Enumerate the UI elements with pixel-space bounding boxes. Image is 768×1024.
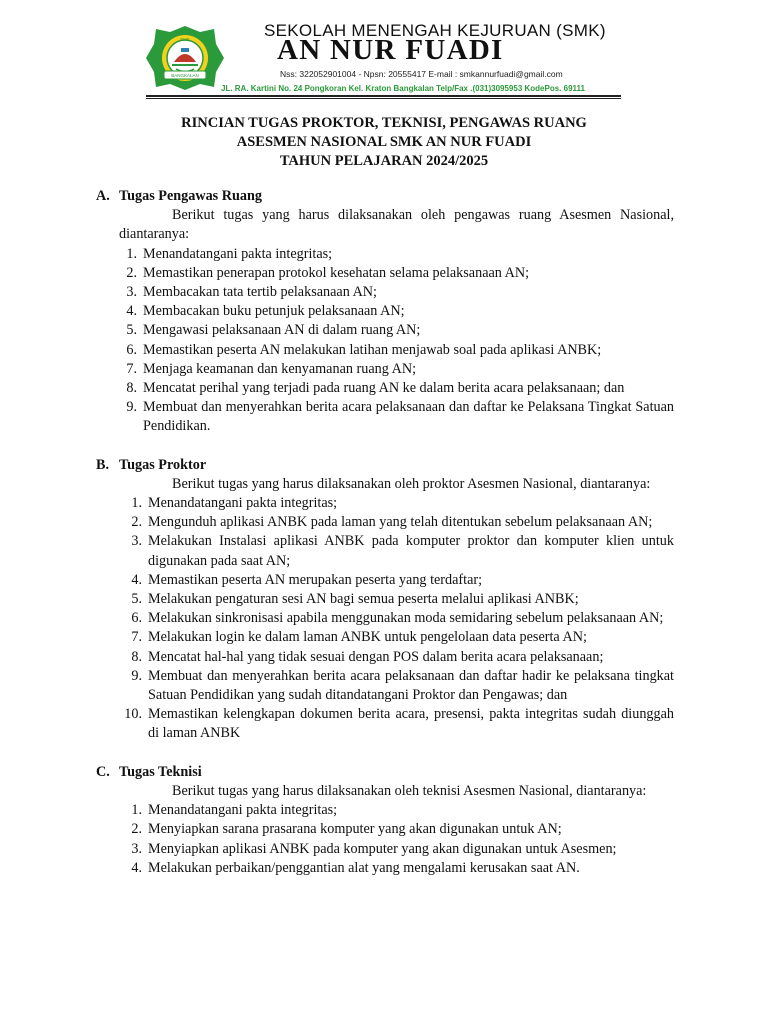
item-text: Melakukan login ke dalam laman ANBK untuk pengelolaan data peserta AN; (148, 629, 587, 646)
item-number: 9. (131, 667, 142, 684)
item-text: Membuat dan menyerahkan berita acara pelaksanaan dan daftar hadir ke pelaksana tingkat Satuan Pendidikan yang sudah ditandatangani Proktor dan Pengawas; dan (148, 667, 674, 704)
item-number: 8. (131, 648, 142, 665)
item-number: 3. (131, 533, 142, 550)
item-number: 1. (126, 245, 137, 262)
task-list (96, 494, 674, 744)
title-line-1: RINCIAN TUGAS PROKTOR, TEKNISI, PENGAWAS RUANG (181, 115, 587, 131)
item-number: 6. (131, 610, 142, 627)
list-item (96, 321, 674, 340)
list-item (96, 705, 674, 743)
item-text: Melakukan perbaikan/penggantian alat yang mengalami kerusakan saat AN. (148, 859, 580, 876)
item-text: Membacakan tata tertib pelaksanaan AN; (143, 284, 377, 301)
list-item (96, 840, 674, 859)
item-text: Mengunduh aplikasi ANBK pada laman yang telah ditentukan sebelum pelaksanaan AN; (148, 514, 653, 531)
list-item (96, 379, 674, 398)
item-number: 2. (131, 821, 142, 838)
item-number: 1. (131, 802, 142, 819)
item-text: Melakukan sinkronisasi apabila menggunakan moda semidaring sebelum pelaksanaan AN; (148, 610, 664, 627)
item-number: 3. (131, 840, 142, 857)
item-number: 10. (124, 706, 142, 723)
school-emblem-icon (144, 24, 226, 92)
school-name: AN NUR FUADI (277, 34, 504, 66)
task-list (96, 245, 674, 437)
item-text: Mencatat hal-hal yang tidak sesuai dengan POS dalam berita acara pelaksanaan; (148, 648, 604, 665)
title-line-2: ASESMEN NASIONAL SMK AN NUR FUADI (236, 134, 532, 150)
item-text: Memastikan peserta AN merupakan peserta yang terdaftar; (148, 571, 483, 588)
item-text: Membacakan buku petunjuk pelaksanaan AN; (143, 303, 405, 320)
item-text: Menandatangani pakta integritas; (143, 245, 333, 262)
section-title: Tugas Proktor (119, 456, 207, 473)
item-text: Melakukan pengaturan sesi AN bagi semua peserta melalui aplikasi ANBK; (148, 591, 579, 608)
letterhead-divider-thin (146, 98, 621, 99)
section-heading (96, 187, 674, 206)
item-number: 1. (131, 495, 142, 512)
list-item (96, 360, 674, 379)
letterhead-divider (146, 95, 621, 97)
item-text: Menjaga keamanan dan kenyamanan ruang AN; (143, 360, 417, 377)
section-letter: B. (96, 456, 110, 473)
section-proktor (96, 456, 674, 744)
item-number: 7. (131, 629, 142, 646)
logo-bottom-text: BANGKALAN (171, 73, 199, 78)
item-text: Memastikan peserta AN melakukan latihan menjawab soal pada aplikasi ANBK; (143, 341, 602, 358)
document-title (0, 114, 768, 171)
item-text: Melakukan Instalasi aplikasi ANBK pada komputer proktor dan komputer klien untuk digunakan pada saat AN; (148, 533, 674, 569)
item-text: Menyiapkan aplikasi ANBK pada komputer yang akan digunakan untuk Asesmen; (148, 840, 617, 857)
item-text: Menandatangani pakta integritas; (148, 802, 338, 819)
item-text: Membuat dan menyerahkan berita acara pelaksanaan dan daftar ke Pelaksana Tingkat Satuan Pendidikan. (143, 399, 674, 435)
letterhead (0, 0, 768, 100)
school-contact: Nss: 322052901004 - Npsn: 20555417 E-mail : smkannurfuadi@gmail.com (280, 69, 563, 79)
item-number: 6. (126, 341, 137, 358)
logo-top-text: SMK (180, 37, 190, 42)
school-address: JL. RA. Kartini No. 24 Pongkoran Kel. Kraton Bangkalan Telp/Fax .(031)3095953 KodePos. 69111 (221, 84, 585, 93)
item-number: 5. (126, 322, 137, 339)
item-number: 9. (126, 399, 137, 416)
list-item (96, 859, 674, 878)
section-title: Tugas Teknisi (119, 763, 202, 780)
list-item (96, 264, 674, 283)
item-number: 4. (131, 571, 142, 588)
list-item (96, 398, 674, 436)
item-number: 8. (126, 380, 137, 397)
list-item (96, 532, 674, 570)
section-letter: C. (96, 763, 110, 780)
list-item (96, 820, 674, 839)
list-item (96, 609, 674, 628)
section-title: Tugas Pengawas Ruang (119, 188, 262, 204)
section-letter: A. (96, 188, 110, 204)
task-list (96, 801, 674, 878)
institution-type: SEKOLAH MENENGAH KEJURUAN (SMK) (264, 21, 606, 40)
item-text: Memastikan penerapan protokol kesehatan selama pelaksanaan AN; (143, 264, 530, 281)
list-item (96, 513, 674, 532)
list-item (96, 302, 674, 321)
item-number: 3. (126, 284, 137, 301)
item-text: Mengawasi pelaksanaan AN di dalam ruang AN; (143, 322, 421, 339)
document-body (96, 187, 674, 878)
item-number: 7. (126, 360, 137, 377)
item-number: 4. (131, 859, 142, 876)
list-item (96, 801, 674, 820)
section-teknisi (96, 763, 674, 878)
list-item (96, 667, 674, 705)
section-heading (96, 456, 674, 475)
list-item (96, 494, 674, 513)
section-heading (96, 763, 674, 782)
list-item (96, 571, 674, 590)
section-pengawas (96, 187, 674, 437)
item-number: 5. (131, 591, 142, 608)
list-item (96, 245, 674, 264)
item-text: Menandatangani pakta integritas; (148, 495, 338, 512)
title-line-3: TAHUN PELAJARAN 2024/2025 (279, 153, 489, 169)
list-item (96, 628, 674, 647)
item-number: 2. (131, 514, 142, 531)
list-item (96, 590, 674, 609)
item-text: Memastikan kelengkapan dokumen berita acara, presensi, pakta integritas sudah diunggah di laman ANBK (148, 706, 674, 742)
item-number: 4. (126, 303, 137, 320)
section-intro: Berikut tugas yang harus dilaksanakan oleh pengawas ruang Asesmen Nasional, diantaranya: (119, 207, 674, 243)
list-item (96, 341, 674, 360)
list-item (96, 283, 674, 302)
section-intro: Berikut tugas yang harus dilaksanakan oleh proktor Asesmen Nasional, diantaranya: (172, 475, 651, 492)
item-number: 2. (126, 264, 137, 281)
item-text: Mencatat perihal yang terjadi pada ruang AN ke dalam berita acara pelaksanaan; dan (143, 380, 625, 397)
list-item (96, 648, 674, 667)
item-text: Menyiapkan sarana prasarana komputer yang akan digunakan untuk AN; (148, 821, 562, 838)
section-intro: Berikut tugas yang harus dilaksanakan oleh teknisi Asesmen Nasional, diantaranya: (172, 782, 647, 799)
